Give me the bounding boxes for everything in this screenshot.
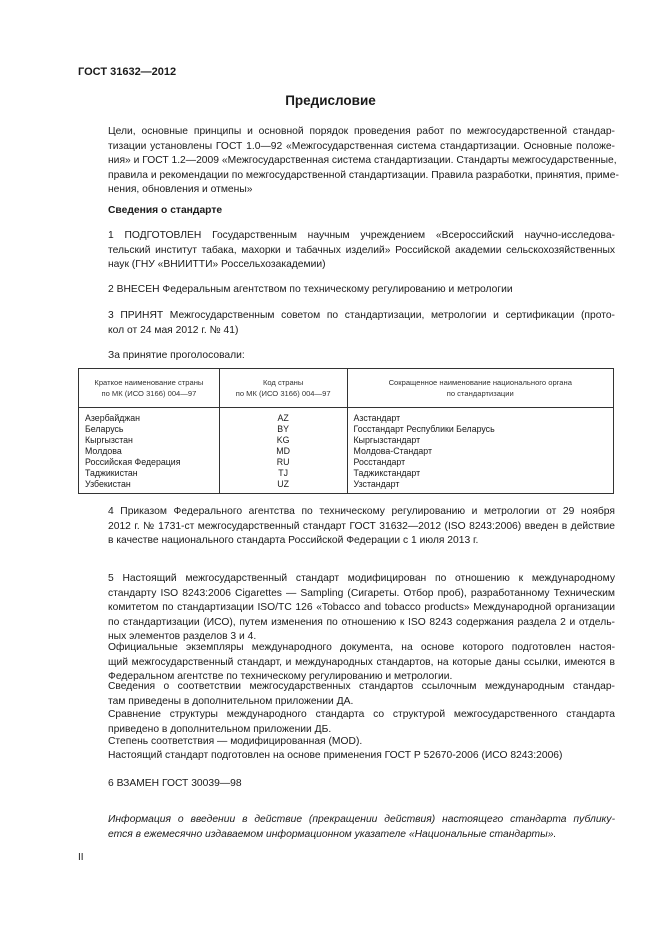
text-line: 6 ВЗАМЕН ГОСТ 30039—98 xyxy=(108,778,242,789)
page-title: Предисловие xyxy=(285,93,376,108)
correspondence-note xyxy=(78,680,615,709)
item-2-introduced xyxy=(78,283,615,298)
text-line: Сведения о соответствии межгосударственных стандартов ссылочным международным стандар- xyxy=(108,681,615,692)
voting-table-header xyxy=(79,369,614,408)
text-line: тельский институт табака, махорки и табачных изделий» Российской академии сельскохозяйственных xyxy=(108,244,615,256)
body-cell: Таджикстандарт xyxy=(347,468,613,479)
text-line: наук (ГНУ «ВНИИТТИ» Россельхозакадемии) xyxy=(108,259,326,270)
table-row xyxy=(79,424,614,435)
text-line: 1 ПОДГОТОВЛЕН Государственным научным учреждением «Всероссийский научно-исследова- xyxy=(108,230,615,241)
text-line: ния» и ГОСТ 1.2—2009 «Межгосударственная система стандартизации. Стандарты межгосударственные, xyxy=(108,155,617,166)
voted-label: За принятие проголосовали: xyxy=(108,350,245,361)
code-cell: TJ xyxy=(219,468,347,479)
text-line: 3 ПРИНЯТ Межгосударственным советом по стандартизации, метрологии и сертификации (прото- xyxy=(108,310,615,321)
text-line: Официальные экземпляры международного документа, на основе которого подготовлен настоя- xyxy=(108,642,615,653)
item-4-order xyxy=(78,505,615,549)
column-header-code: Код страны по МК (ИСО 3166) 004—97 xyxy=(219,369,347,408)
item-1-prepared xyxy=(78,229,615,273)
text-line: Настоящий стандарт подготовлен на основе применения ГОСТ Р 52670-2006 (ИСО 8243:2006) xyxy=(108,750,563,761)
text-line: Информация о введении в действие (прекращении действия) настоящего стандарта публику- xyxy=(108,814,615,825)
country-cell: Узбекистан xyxy=(79,479,220,494)
body-cell: Азстандарт xyxy=(347,408,613,425)
text-line: нения, обновления и отмены» xyxy=(108,184,253,195)
text-line: тизации установлены ГОСТ 1.0—92 «Межгосударственная система стандартизации. Основные положе- xyxy=(108,140,615,152)
item-5-modification xyxy=(78,572,615,645)
table-row xyxy=(79,435,614,446)
country-cell: Российская Федерация xyxy=(79,457,220,468)
item-6-replaces xyxy=(78,777,615,792)
code-cell: UZ xyxy=(219,479,347,494)
column-header-body: Сокращенное наименование национального органа по стандартизации xyxy=(347,369,613,408)
country-cell: Беларусь xyxy=(79,424,220,435)
code-cell: BY xyxy=(219,424,347,435)
text-line: 2012 г. № 1731-ст межгосударственный стандарт ГОСТ 31632—2012 (ISO 8243:2006) введен в действие xyxy=(108,520,615,532)
body-cell: Кыргызстандарт xyxy=(347,435,613,446)
table-row xyxy=(79,446,614,457)
text-line: ных элементов разделов 3 и 4. xyxy=(108,631,257,642)
preface-paragraph xyxy=(78,125,619,198)
info-heading: Сведения о стандарте xyxy=(108,205,223,216)
text-line: Федеральном агентстве по техническому регулированию и метрологии. xyxy=(108,671,453,682)
text-line: 2 ВНЕСЕН Федеральным агентством по техническому регулированию и метрологии xyxy=(108,284,513,295)
text-line: по стандартизации (ИСО), путем изменения по отношению к ISO 8243 содержания раздела 2 и отдель- xyxy=(108,616,615,628)
country-cell: Азербайджан xyxy=(79,408,220,425)
code-cell: AZ xyxy=(219,408,347,425)
voting-table xyxy=(78,368,614,494)
country-cell: Кыргызстан xyxy=(79,435,220,446)
text-line: щий межгосударственный стандарт, и международных стандартов, на которые даны ссылки, имеются в xyxy=(108,656,615,668)
text-line: комитетом по стандартизации ISO/TC 126 «Tobacco and tobacco products» Международной организации xyxy=(108,602,615,613)
text-line: стандарту ISO 8243:2006 Cigarettes — Sampling (Сигареты. Отбор проб), разработанному Техническим xyxy=(108,587,615,599)
body-cell: Росстандарт xyxy=(347,457,613,468)
text-line: 4 Приказом Федерального агентства по техническому регулированию и метрологии от 29 ноября xyxy=(108,506,615,517)
text-line: Сравнение структуры международного стандарта со структурой межгосударственного стандарта xyxy=(108,709,615,720)
table-row xyxy=(79,408,614,425)
item-3-adopted xyxy=(78,309,615,338)
conformity-degree xyxy=(78,735,615,750)
text-line: Цели, основные принципы и основной порядок проведения работ по межгосударственной стандар- xyxy=(108,126,615,137)
text-line: Степень соответствия — модифицированная (MOD). xyxy=(108,736,363,747)
text-line: ется в ежемесячно издаваемом информационном указателе «Национальные стандарты». xyxy=(108,828,557,840)
basis-note xyxy=(78,749,615,764)
page-number: II xyxy=(78,852,84,863)
table-row xyxy=(79,479,614,494)
publication-notice xyxy=(78,813,615,842)
country-cell: Таджикистан xyxy=(79,468,220,479)
structure-comparison-note xyxy=(78,708,615,737)
text-line: 5 Настоящий межгосударственный стандарт модифицирован по отношению к международному xyxy=(108,573,615,584)
text-line: в качестве национального стандарта Российской Федерации с 1 июля 2013 г. xyxy=(108,535,479,546)
text-line: правила и рекомендации по межгосударственной стандартизации. Правила разработки, принятия, приме- xyxy=(108,169,619,181)
text-line: кол от 24 мая 2012 г. № 41) xyxy=(108,324,239,336)
table-row xyxy=(79,468,614,479)
text-line: приведено в дополнительном приложении ДБ. xyxy=(108,723,332,735)
body-cell: Узстандарт xyxy=(347,479,613,494)
code-cell: KG xyxy=(219,435,347,446)
body-cell: Госстандарт Республики Беларусь xyxy=(347,424,613,435)
text-line: там приведены в дополнительном приложении ДА. xyxy=(108,695,354,707)
table-row xyxy=(79,457,614,468)
code-cell: RU xyxy=(219,457,347,468)
code-cell: MD xyxy=(219,446,347,457)
country-cell: Молдова xyxy=(79,446,220,457)
official-copies-note xyxy=(78,641,615,685)
document-header: ГОСТ 31632—2012 xyxy=(78,66,177,78)
body-cell: Молдова-Стандарт xyxy=(347,446,613,457)
column-header-country: Краткое наименование страны по МК (ИСО 3166) 004—97 xyxy=(79,369,220,408)
